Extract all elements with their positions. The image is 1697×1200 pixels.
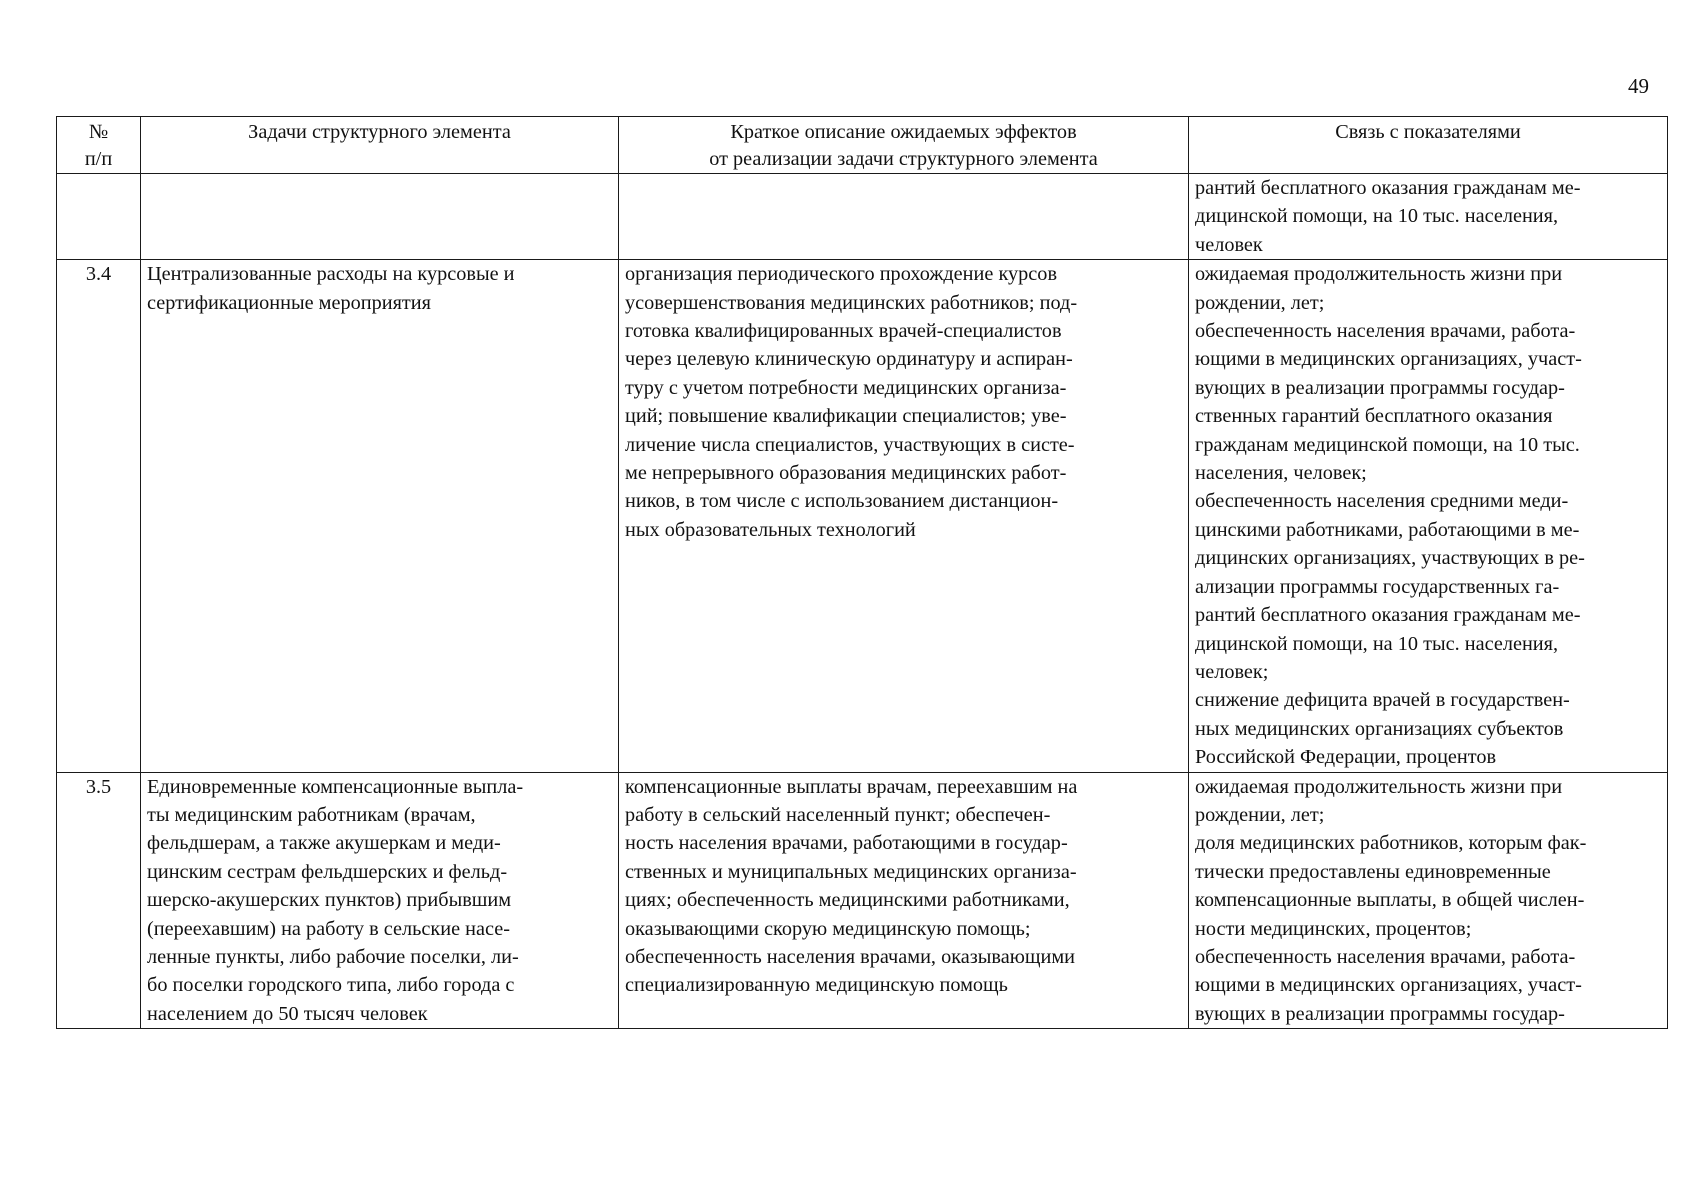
- cell-text-line: тически предоставлены единовременные: [1195, 860, 1551, 883]
- table-body: [57, 174, 1668, 1029]
- cell-text-line: рантий бесплатного оказания гражданам ме-: [1195, 604, 1581, 627]
- row-number-cell: [57, 260, 141, 772]
- cell-text-line: Российской Федерации, процентов: [1195, 746, 1497, 769]
- cell-text-line: ность населения врачами, работающими в государ-: [625, 832, 1068, 855]
- page-number: 49: [1628, 74, 1649, 98]
- header-line: от реализации задачи структурного элемента: [709, 148, 1098, 170]
- cell-text-line: ты медицинским работникам (врачам,: [147, 803, 476, 826]
- cell-text-line: дицинских организациях, участвующих в ре-: [1195, 547, 1585, 570]
- header-line: п/п: [84, 148, 113, 170]
- row-number-cell: [57, 772, 141, 1029]
- cell-text-line: специализированную медицинскую помощь: [625, 974, 1008, 997]
- cell-text-line: населением до 50 тысяч человек: [147, 1002, 428, 1025]
- cell-text-line: рождении, лет;: [1195, 291, 1325, 314]
- cell-text-line: готовка квалифицированных врачей-специалистов: [625, 320, 1062, 343]
- cell-text-line: ожидаемая продолжительность жизни при: [1195, 775, 1563, 798]
- indicators-cell: [1189, 772, 1668, 1029]
- cell-text-line: оказывающими скорую медицинскую помощь;: [625, 917, 1031, 940]
- cell-text-line: цинским сестрам фельдшерских и фельд-: [147, 860, 508, 883]
- cell-text-line: обеспеченность населения врачами, работа-: [1195, 320, 1576, 343]
- cell-text-line: ленные пункты, либо рабочие поселки, ли-: [147, 945, 519, 968]
- cell-text-line: рантий бесплатного оказания гражданам ме-: [1195, 177, 1581, 199]
- header-line: Задачи структурного элемента: [248, 121, 511, 143]
- header-line: №: [88, 121, 109, 143]
- cell-text-line: фельдшерам, а также акушеркам и меди-: [147, 832, 501, 855]
- task-cell: [141, 260, 619, 772]
- cell-text-line: рождении, лет;: [1195, 803, 1325, 826]
- cell-text-line: ожидаемая продолжительность жизни при: [1195, 263, 1563, 286]
- header-number: [57, 117, 141, 174]
- header-line: Краткое описание ожидаемых эффектов: [730, 121, 1077, 143]
- cell-text-line: вующих в реализации программы государ-: [1195, 376, 1565, 399]
- table-row: [57, 260, 1668, 772]
- cell-text-line: циях; обеспеченность медицинскими работниками,: [625, 889, 1070, 912]
- cell-text-line: ющими в медицинских организациях, участ-: [1195, 348, 1582, 371]
- cell-text-line: ных медицинских организациях субъектов: [1195, 717, 1564, 740]
- cell-text-line: ме непрерывного образования медицинских работ-: [625, 462, 1067, 485]
- cell-text-line: Единовременные компенсационные выпла-: [147, 775, 524, 798]
- cell-text-line: (переехавшим) на работу в сельские насе-: [147, 917, 511, 940]
- cell-text-line: ющими в медицинских организациях, участ-: [1195, 974, 1582, 997]
- cell-text-line: населения, человек;: [1195, 462, 1367, 485]
- task-cell: [141, 772, 619, 1029]
- cell-text-line: цинскими работниками, работающими в ме-: [1195, 518, 1580, 541]
- cell-text-line: через целевую клиническую ординатуру и аспиран-: [625, 348, 1073, 371]
- cell-text-line: вующих в реализации программы государ-: [1195, 1002, 1565, 1025]
- cell-text-line: снижение дефицита врачей в государствен-: [1195, 689, 1570, 712]
- cell-text-line: ственных и муниципальных медицинских организа-: [625, 860, 1077, 883]
- cell-text-line: компенсационные выплаты врачам, переехавшим на: [625, 775, 1078, 798]
- cell-text-line: обеспеченность населения врачами, работа-: [1195, 945, 1576, 968]
- effects-cell: [619, 260, 1189, 772]
- cell-text-line: гражданам медицинской помощи, на 10 тыс.: [1195, 433, 1580, 456]
- cell-text-line: туру с учетом потребности медицинских организа-: [625, 376, 1067, 399]
- cell-text-line: обеспеченность населения средними меди-: [1195, 490, 1569, 513]
- cell-text-line: доля медицинских работников, которым фак-: [1195, 832, 1587, 855]
- header-effects: [619, 117, 1189, 174]
- cell-text-line: дицинской помощи, на 10 тыс. населения,: [1195, 205, 1559, 228]
- task-cell: [141, 174, 619, 260]
- cell-text-line: ций; повышение квалификации специалистов; уве-: [625, 405, 1067, 428]
- cell-text-line: бо поселки городского типа, либо города с: [147, 974, 515, 997]
- table-row: [57, 174, 1668, 260]
- cell-text-line: ности медицинских, процентов;: [1195, 917, 1472, 940]
- row-number: 3.5: [85, 775, 112, 798]
- cell-text-line: ализации программы государственных га-: [1195, 575, 1560, 598]
- table-row: [57, 772, 1668, 1029]
- cell-text-line: личение числа специалистов, участвующих в систе-: [625, 433, 1075, 456]
- effects-cell: [619, 772, 1189, 1029]
- header-tasks: [141, 117, 619, 174]
- cell-text-line: компенсационные выплаты, в общей числен-: [1195, 889, 1585, 912]
- cell-text-line: обеспеченность населения врачами, оказывающими: [625, 945, 1076, 968]
- cell-text-line: человек: [1195, 233, 1263, 256]
- header-indicators: [1189, 117, 1668, 174]
- row-number-cell: [57, 174, 141, 260]
- cell-text-line: шерско-акушерских пунктов) прибывшим: [147, 889, 512, 912]
- table-header-row: [57, 117, 1668, 174]
- cell-text-line: усовершенствования медицинских работников; под-: [625, 291, 1078, 314]
- cell-text-line: ных образовательных технологий: [625, 518, 916, 541]
- cell-text-line: работу в сельский населенный пункт; обеспечен-: [625, 803, 1051, 826]
- structural-element-table: [56, 116, 1668, 1029]
- cell-text-line: Централизованные расходы на курсовые и: [147, 263, 515, 286]
- effects-cell: [619, 174, 1189, 260]
- row-number: 3.4: [85, 263, 112, 286]
- cell-text-line: дицинской помощи, на 10 тыс. населения,: [1195, 632, 1559, 655]
- cell-text-line: ников, в том числе с использованием дистанцион-: [625, 490, 1059, 513]
- header-line: Связь с показателями: [1335, 121, 1521, 143]
- cell-text-line: сертификационные мероприятия: [147, 291, 431, 314]
- indicators-cell: [1189, 174, 1668, 260]
- cell-text-line: организация периодического прохождение курсов: [625, 263, 1058, 286]
- cell-text-line: ственных гарантий бесплатного оказания: [1195, 405, 1553, 428]
- indicators-cell: [1189, 260, 1668, 772]
- cell-text-line: человек;: [1195, 660, 1269, 683]
